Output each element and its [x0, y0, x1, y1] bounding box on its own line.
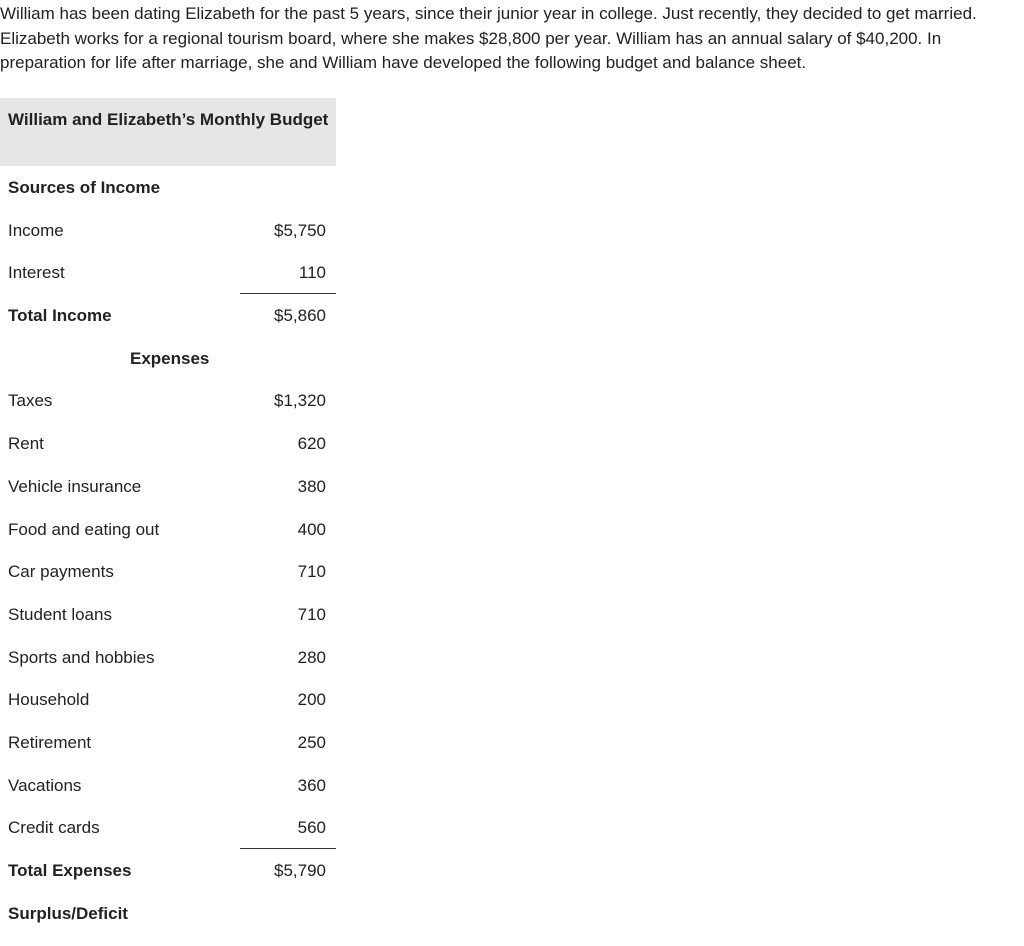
- expense-value: 560: [297, 818, 326, 838]
- table-row: [0, 209, 336, 252]
- surplus-label: Surplus/Deficit: [8, 903, 128, 923]
- expense-value: 200: [297, 690, 326, 710]
- table-row: [0, 764, 336, 807]
- expense-label: Vacations: [8, 775, 82, 795]
- table-row: [0, 593, 336, 636]
- expense-label: Rent: [8, 434, 44, 454]
- expense-value: $1,320: [274, 391, 326, 411]
- expense-value: 380: [297, 476, 326, 496]
- expense-value: 280: [297, 647, 326, 667]
- total-expenses-label: Total Expenses: [8, 861, 132, 880]
- expense-value: 710: [297, 562, 326, 582]
- expense-label: Student loans: [8, 604, 112, 624]
- income-label: Income: [8, 220, 64, 240]
- interest-value: 110: [298, 263, 326, 283]
- expense-label: Car payments: [8, 562, 114, 582]
- income-value: $5,750: [274, 220, 326, 240]
- total-expenses-value: $5,790: [274, 861, 326, 880]
- expense-label: Taxes: [8, 391, 53, 411]
- expenses-heading: Expenses: [130, 348, 210, 368]
- total-expenses-row: [0, 849, 336, 892]
- monthly-budget-table: [0, 98, 336, 934]
- table-row: [0, 465, 336, 508]
- budget-title: William and Elizabeth’s Monthly Budget: [0, 98, 336, 166]
- table-row: [0, 636, 336, 679]
- table-row: [0, 678, 336, 721]
- expense-value: 250: [297, 732, 326, 752]
- expense-label: Sports and hobbies: [8, 647, 155, 667]
- expense-value: 710: [297, 604, 326, 624]
- total-income-label: Total Income: [8, 306, 112, 326]
- expense-value: 620: [297, 434, 326, 454]
- interest-label: Interest: [8, 263, 65, 283]
- table-row: [0, 422, 336, 465]
- table-row: [0, 508, 336, 551]
- table-row: [0, 721, 336, 764]
- expense-label: Food and eating out: [8, 519, 160, 539]
- total-income-value: $5,860: [274, 306, 326, 326]
- expense-label: Household: [8, 690, 90, 710]
- intro-paragraph: William has been dating Elizabeth for the past 5 years, since their junior year in college. Just recently, they decided to get married. Elizabeth works for a regional tourism board, where she makes $28,800 per year. William has an annual salary of $40,200. In preparation for life after marriage, she and William have developed the following budget and balance sheet.: [0, 4, 977, 72]
- surplus-row: [0, 892, 336, 935]
- expense-label: Vehicle insurance: [8, 476, 142, 496]
- table-row: [0, 550, 336, 593]
- sources-heading: Sources of Income: [8, 178, 161, 197]
- table-row: [0, 251, 336, 294]
- expense-value: 400: [297, 519, 326, 539]
- expense-label: Retirement: [8, 732, 92, 752]
- sources-heading-row: [0, 166, 336, 209]
- total-income-row: [0, 294, 336, 337]
- table-row: [0, 379, 336, 422]
- table-row: [0, 806, 336, 849]
- expense-label: Credit cards: [8, 818, 100, 838]
- expense-value: 360: [297, 775, 326, 795]
- expenses-heading-row: [0, 337, 336, 380]
